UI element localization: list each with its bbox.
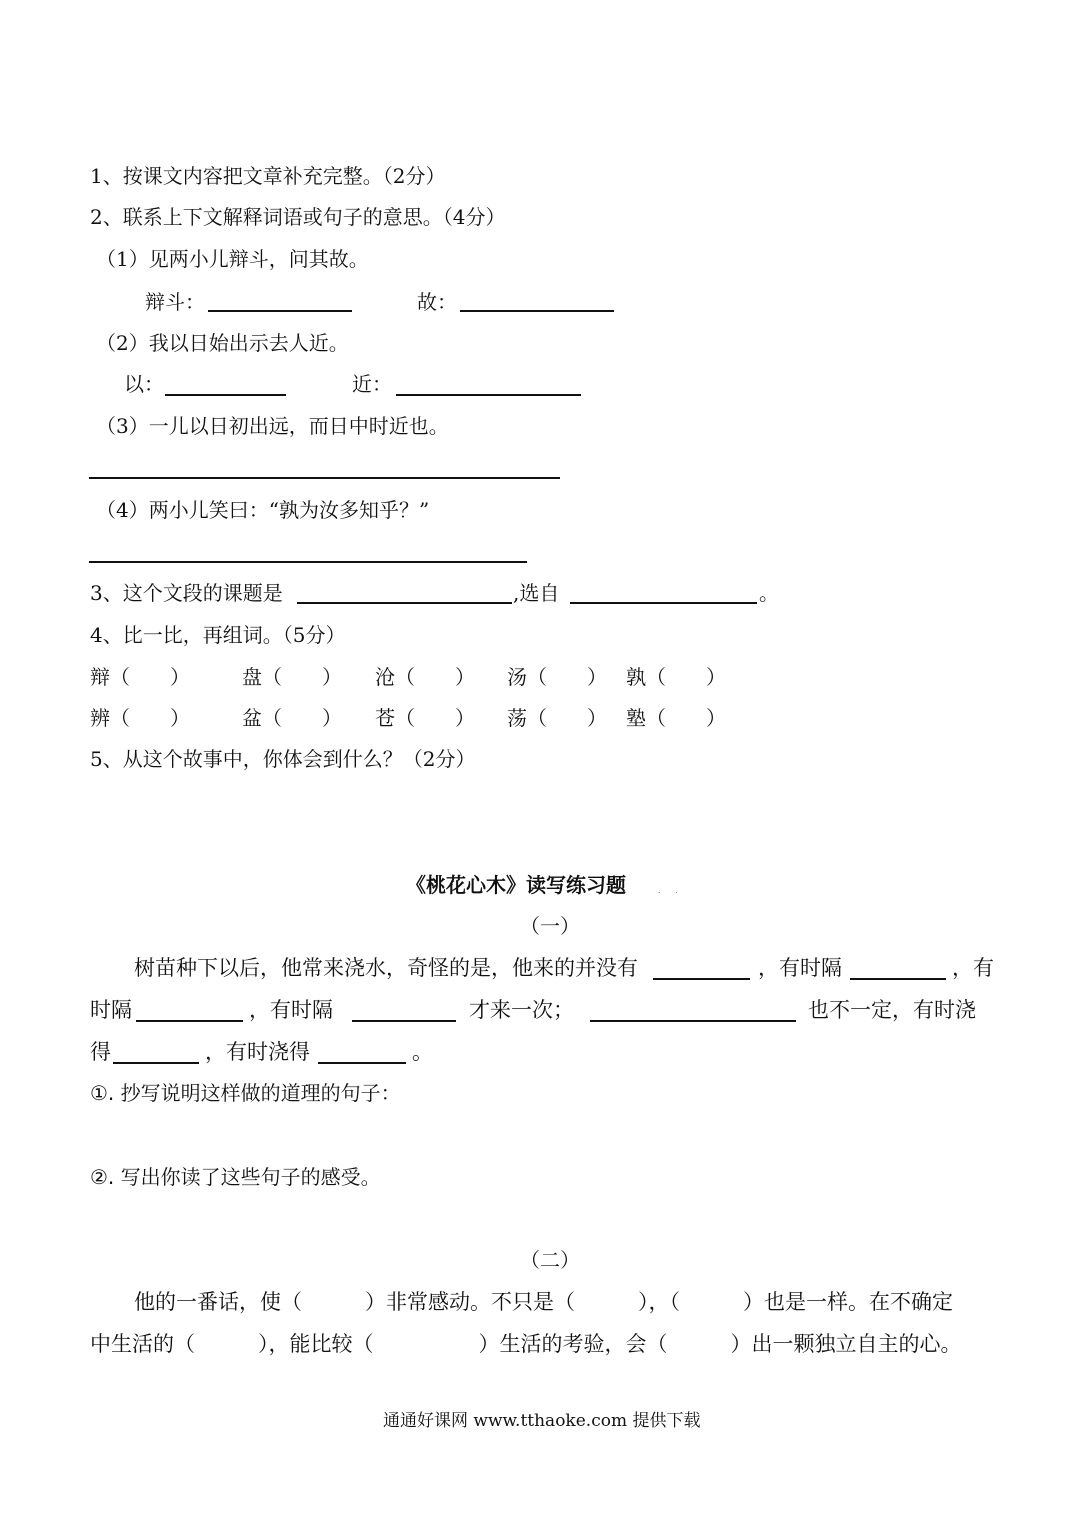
compare-item: 荡（ ） <box>507 706 607 730</box>
passage-1-blank <box>318 1062 406 1064</box>
question-2-2: （2）我以日始出示去人近。 <box>96 331 349 355</box>
question-1: 1、按课文内容把文章补充完整。（2分） <box>90 164 446 188</box>
passage-1-blank <box>590 1020 796 1022</box>
word-jin-label: 近： <box>352 372 392 396</box>
answer-blank-yi <box>165 394 286 396</box>
answer-blank-source <box>570 602 757 604</box>
answer-blank-gu <box>460 310 614 312</box>
answer-blank-biandou <box>208 310 352 312</box>
passage-1-text: ，有时浇得 <box>205 1040 310 1064</box>
answer-blank-2-4 <box>89 561 527 563</box>
compare-item: 盘（ ） <box>242 665 342 689</box>
sub-question-2: ②. 写出你读了这些句子的感受。 <box>90 1165 381 1189</box>
question-2-4: （4）两小儿笑曰：“孰为汝多知乎？” <box>96 498 430 522</box>
passage-1-blank <box>136 1020 243 1022</box>
question-5: 5、从这个故事中，你体会到什么？（2分） <box>90 747 476 771</box>
word-yi-label: 以： <box>124 372 164 396</box>
compare-item: 辩（ ） <box>90 665 190 689</box>
question-2: 2、联系上下文解释词语或句子的意思。（4分） <box>90 205 506 229</box>
answer-blank-jin <box>396 394 581 396</box>
passage-1-text: 也不一定，有时浇 <box>808 998 976 1022</box>
compare-item: 辨（ ） <box>90 706 190 730</box>
section-2-heading: （二） <box>520 1248 580 1272</box>
word-gu-label: 故： <box>417 290 457 314</box>
section-1-heading: （一） <box>520 914 580 938</box>
footer-credit: 通通好课网 www.tthaoke.com 提供下载 <box>383 1411 701 1431</box>
sub-question-1: ①. 抄写说明这样做的道理的句子： <box>90 1081 401 1105</box>
passage-1-text: 时隔 <box>90 998 132 1022</box>
passage-1-text: 。 <box>412 1040 433 1064</box>
passage-1-blank <box>113 1062 199 1064</box>
passage-1-text: 才来一次； <box>469 998 574 1022</box>
question-2-1: （1）见两小儿辩斗，问其故。 <box>96 247 369 271</box>
word-biandou-label: 辩斗： <box>145 290 205 314</box>
compare-item: 沧（ ） <box>375 665 475 689</box>
decorative-dots: . . <box>658 886 684 895</box>
passage-1-text: ，有 <box>952 956 994 980</box>
passage-1-text: ，有时隔 <box>249 998 333 1022</box>
passage-2-line-1: 他的一番话，使（ ）非常感动。不只是（ ），（ ）也是一样。在不确定 <box>134 1290 953 1314</box>
compare-item: 苍（ ） <box>375 706 475 730</box>
answer-blank-title <box>297 602 512 604</box>
question-3-prefix: 3、这个文段的课题是 <box>90 581 283 605</box>
passage-1-text: 树苗种下以后，他常来浇水，奇怪的是，他来的并没有 <box>134 956 638 980</box>
passage-1-text: ，有时隔 <box>758 956 842 980</box>
compare-item: 孰（ ） <box>626 665 726 689</box>
passage-1-blank <box>653 978 750 980</box>
compare-item: 塾（ ） <box>626 706 726 730</box>
question-3-middle: ,选自 <box>513 581 560 605</box>
question-2-3: （3）一儿以日初出远，而日中时近也。 <box>96 414 449 438</box>
passage-1-blank <box>850 978 946 980</box>
passage-1-text: 得 <box>90 1040 111 1064</box>
passage-2-line-2: 中生活的（ ），能比较（ ）生活的考验，会（ ）出一颗独立自主的心。 <box>90 1332 962 1356</box>
compare-item: 盆（ ） <box>242 706 342 730</box>
passage-1-blank <box>352 1020 456 1022</box>
compare-item: 汤（ ） <box>507 665 607 689</box>
question-3-end: 。 <box>759 581 779 605</box>
question-4: 4、比一比，再组词。（5分） <box>90 623 346 647</box>
answer-blank-2-3 <box>89 477 560 479</box>
exercise-title: 《桃花心木》读写练习题 <box>406 873 626 897</box>
